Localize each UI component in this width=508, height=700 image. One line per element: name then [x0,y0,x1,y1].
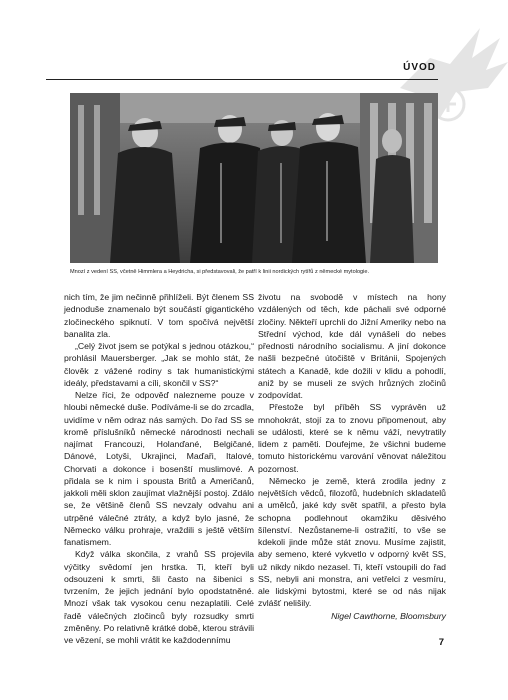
right-column [258,291,446,622]
paragraph: Nelze říci, že odpověď nalezneme pouze v hloubi německé duše. Podíváme-li se do zrcadla, uvidíme v něm odraz nás samých. Do řad SS se kromě příslušníků německé národnosti nechali najímat Francouzi, Holanďané, Belgičané, Dánové, Lotyši, Ukrajinci, Maďaři, Italové, Chorvati a dokonce i bosenští muslimové. A přidala se k nim i spousta Britů a Američanů, jakkoli měli sklon zaujímat vlažnější postoj. Zdálo se, že většině členů SS nevzaly odvahu ani utrpěné válečné ztráty, a když bylo jasné, že Německo válku prohraje, vraždili s ještě větším fanatismem. [64,390,254,547]
paragraph: „Celý život jsem se potýkal s jednou otázkou,“ prohlásil Mauersberger. „Jak se mohlo stát, že člověk z vážené rodiny s tak humanistickými ideály, představami a cíli, skončil v SS?“ [64,341,254,388]
paragraph: životu na svobodě v místech na hony vzdálených od těch, kde páchali své odporné zločiny. Někteří uprchli do Jižní Ameriky nebo na Střední východ, kde dál vynášeli do nebes přednosti národního socialismu. A jiní dokonce našli bezpečné útočiště v Británii, Spojených státech a Kanadě, kde dožili v klidu a pohodlí, aniž by se museli ze svých hrůzných zločinů zodpovídat. [258,292,446,400]
header-rule [46,79,438,80]
photo-caption: Mnozí z vedení SS, včetně Himmlera a Heydricha, si představovali, že patří k linii nordických rytířů z německé mytologie. [70,269,370,275]
paragraph: nich tím, že jim nečinně přihlíželi. Být členem SS jednoduše znamenalo být součástí gigantického zločineckého spiknutí. V tom spočívá největší banalita zla. [64,292,254,339]
paragraph: Přestože byl příběh SS vyprávěn už mnohokrát, stojí za to znovu připomenout, aby se události, které se k němu váží, nevytratily lidem z paměti. Doufejme, že všichni budeme tomuto historickému varování věnovat náležitou pozornost. [258,402,446,474]
section-title: ÚVOD [403,62,436,73]
paragraph: Německo je země, která zrodila jedny z největších vědců, filozofů, hudebních skladatelů a umělců, jaké kdy svět spatřil, a přesto byla schopna podlehnout okamžiku děsivého šílenství. Nezůstaneme-li ostražití, to vše se kdekoli jinde může stát znovu. Musíme zajistit, aby semeno, které vykvetlo v odporný květ SS, už nikdy nikdo nezasel. Ti, kteří vstoupili do řad SS, nebyli ani monstra, ani vetřelci z vesmíru, ale lidskými bytostmi, které se od nás nijak zvlášť nelišily. [258,475,446,609]
left-column [64,291,254,646]
paragraph: Když válka skončila, z vrahů SS projevila výčitky svědomí jen hrstka. Ti, kteří byli odsouzeni k smrti, šli často na šibenici s tvrzením, že jejich jednání bylo opodstatněné. Mnozí však tak vysokou cenu nezaplatili. Celé řadě válečných zločinců byly rozsudky smrti změněny. Po relativně krátké době, kterou strávili ve vězení, se mohli vrátit ke každodennímu [64,549,254,645]
author-signature: Nigel Cawthorne, Bloomsbury [331,610,446,621]
page-number: 7 [438,637,444,648]
historical-photo [70,93,438,263]
